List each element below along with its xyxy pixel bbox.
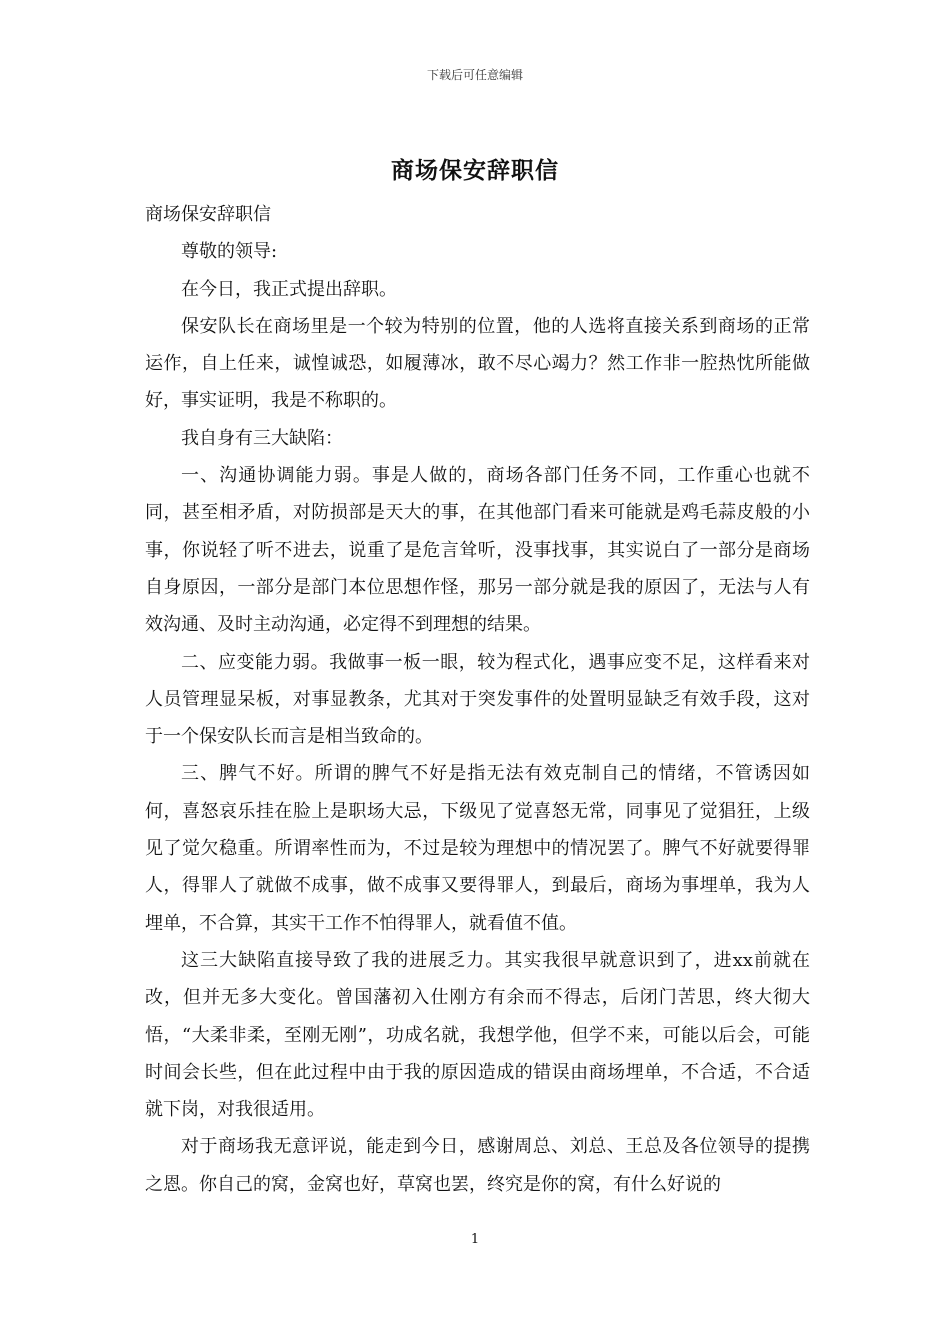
page-number: 1: [470, 1232, 480, 1247]
document-title: 商场保安辞职信: [391, 157, 559, 184]
body-paragraph: 保安队长在商场里是一个较为特别的位置，他的人选将直接关系到商场的正常运作，自上任来，诚惶诚恐，如履薄冰，敢不尽心竭力？然工作非一腔热忱所能做好，事实证明，我是不称职的。: [145, 315, 810, 412]
body-paragraph: 对于商场我无意评说，能走到今日，感谢周总、刘总、王总及各位领导的提携之恩。你自己的窝，金窝也好，草窝也罢，终究是你的窝，有什么好说的: [145, 1136, 810, 1195]
body-paragraph: 这三大缺陷直接导致了我的进展乏力。其实我很早就意识到了，进xx前就在改，但并无多大变化。曾国藩初入仕刚方有余而不得志，后闭门苦思，终大彻大悟，“大柔非柔，至刚无刚”，功成名就，我想学他，但学不来，可能以后会，可能时间会长些，但在此过程中由于我的原因造成的错误由商场埋单，不合适，不合适就下岗，对我很适用。: [145, 949, 810, 1121]
body-paragraph: 二、应变能力弱。我做事一板一眼，较为程式化，遇事应变不足，这样看来对人员管理显呆板，对事显教条，尤其对于突发事件的处置明显缺乏有效手段，这对于一个保安队长而言是相当致命的。: [145, 651, 810, 748]
body-paragraph: 一、沟通协调能力弱。事是人做的，商场各部门任务不同，工作重心也就不同，甚至相矛盾，对防损部是天大的事，在其他部门看来可能就是鸡毛蒜皮般的小事，你说轻了听不进去，说重了是危言耸听，没事找事，其实说白了一部分是商场自身原因，一部分是部门本位思想作怪，那另一部分就是我的原因了，无法与人有效沟通、及时主动沟通，必定得不到理想的结果。: [145, 465, 810, 636]
body-paragraph: 在今日，我正式提出辞职。: [181, 278, 397, 300]
body-paragraph: 我自身有三大缺陷：: [181, 427, 343, 449]
body-paragraph: 尊敬的领导:: [181, 241, 278, 263]
page-header-note: 下载后可任意编辑: [426, 68, 523, 82]
body-paragraph: 三、脾气不好。所谓的脾气不好是指无法有效克制自己的情绪，不管诱因如何，喜怒哀乐挂在脸上是职场大忌，下级见了觉喜怒无常，同事见了觉猖狂，上级见了觉欠稳重。所谓率性而为，不过是较为理想中的情况罢了。脾气不好就要得罪人，得罪人了就做不成事，做不成事又要得罪人，到最后，商场为事埋单，我为人埋单，不合算，其实干工作不怕得罪人，就看值不值。: [145, 763, 810, 934]
document-body: [145, 196, 810, 1203]
body-paragraph: 商场保安辞职信: [145, 204, 271, 225]
